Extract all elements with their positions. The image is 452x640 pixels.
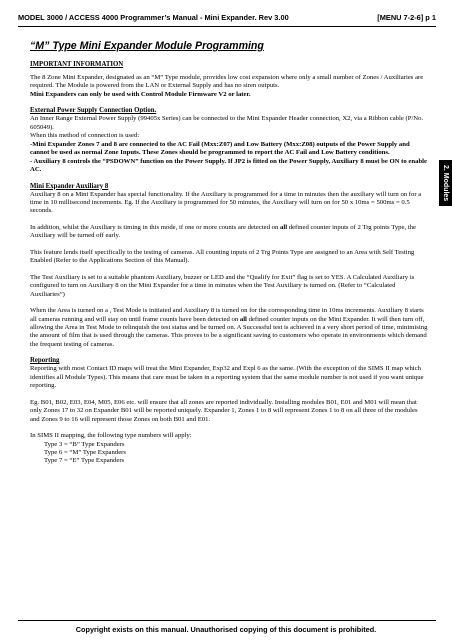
reporting-paragraph-1: Reporting with most Contact ID maps will treat the Mini Expander, Exp32 and Expl 6 as the same. (With the exception of the SIMS II map which identifies all Module Types). This means that care must be taken in a reporting system that the same module number is not used if you want unique reporting. (30, 365, 424, 390)
aux8-paragraph-5: When the Area is turned on a , Test Mode is initiated and Auxiliary 8 is turned on for the corresponding time in 10ms increments. Auxiliary 8 starts all cameras running and will stay on until frame counts have been detected on all defined counter inputs on the Mini Expander. It will then turn off, allowing the Area in Test Mode to relinquish the test status and be turned on. A Successful test is achieved in a very short period of time, minimising the amount of film that is used through the cameras. This proves to be a significant saving to customers who operate in environments which demand the frequent testing of cameras. (30, 307, 428, 348)
type-item: Type 3 = “B” Type Expanders (44, 440, 125, 448)
reporting-paragraph-2: Eg. B01, B02, E03, E04, M05, E06 etc. will ensure that all zones are reported individually. Installing modules B01, E01 and M01 will mean that only Zones 17 to 32 on Expander B01 will be reported uniquely. Expander 1, Zones 1 to 8 will represent Zones 1 to 8 on all three of the modules and Zones 9 to 16 will represent those Zones on both B01 and E01. (30, 398, 418, 423)
type-item: Type 7 = “E” Type Expanders (44, 457, 125, 465)
reporting-paragraph-3: In SIMS II mapping, the following type numbers will apply: (30, 432, 192, 440)
important-note: Mini Expanders can only be used with Control Module Firmware V2 or later. (30, 90, 251, 98)
footer-divider (18, 620, 436, 621)
external-heading: External Power Supply Connection Option. (30, 107, 157, 115)
type-item: Type 6 = “M” Type Expanders (44, 448, 127, 456)
section-tab: 2. Modules (439, 160, 452, 206)
external-bold-1: -Mini Expander Zones 7 and 8 are connected to the AC Fail (Mxx:Z07) and Low Battery (Mxx:Z08) outputs of the Power Supply and cannot be used as normal Zone Inputs. These Zones should be programmed to report the AC Fail and Low Battery conditions. (30, 140, 410, 157)
aux8-heading: Mini Expander Auxiliary 8 (30, 182, 109, 190)
external-bold-2: - Auxiliary 8 controls the “PSDOWN” function on the Power Supply. If JP2 is fitted on the Power Supply, Auxiliary 8 must be ON to enable AC. (30, 157, 428, 174)
important-heading: IMPORTANT INFORMATION (30, 61, 124, 68)
header-title: MODEL 3000 / ACCESS 4000 Programmer’s Manual - Mini Expander. Rev 3.00 (18, 13, 289, 22)
aux8-paragraph-2: In addition, whilst the Auxiliary is timing in this mode, if one or more counts are detected on all defined counter inputs of 2 Trg points Type, the Auxiliary will be turned off early. (30, 223, 417, 240)
header-page-ref: [MENU 7-2-6] p 1 (377, 13, 436, 22)
important-text: The 8 Zone Mini Expander, designated as an “M” Type module, provides low cost expansion where only a small number of Zones / Auxiliaries are required. The Module is powered from the LAN or External Supply and has no siren outputs. (30, 74, 424, 90)
reporting-heading: Reporting (30, 357, 60, 365)
aux8-paragraph-1: Auxiliary 8 on a Mini Expander has special functionality. If the Auxiliary is programmed for a time in minutes then the auxiliary will turn on for a time in 10 millisecond increments. Eg. If the Auxiliary is programmed for 50 minutes, the Auxiliary will turn on for 50 x 10ms = 500ms = 0.5 seconds. (30, 190, 422, 215)
aux8-paragraph-4: The Test Auxiliary is set to a suitable phantom Auxiliary, buzzer or LED and the “Qualify for Exit” flag is set to YES. A Calculated Auxiliary is configured to turn on Auxiliary 8 on the Mini Expander for a time in minutes when the Test Auxiliary is turned on. (Refer to “Calculated Auxiliaries”) (30, 273, 415, 298)
external-text-2: When this method of connection is used: (30, 132, 140, 140)
page-header (18, 10, 436, 27)
page-title: “M” Type Mini Expander Module Programming (30, 40, 264, 52)
document-body (30, 40, 428, 466)
external-text-1: An Inner Range External Power Supply (99405x Series) can be connected to the Mini Expander Header connection, X2, via a Ribbon cable (P/No. 605049). (30, 115, 424, 131)
copyright-footer: Copyright exists on this manual. Unauthorised copying of this document is prohibited. (75, 625, 377, 634)
aux8-paragraph-3: This feature lends itself specifically to the testing of cameras. All counting inputs of 2 Trg Points Type are assigned to an Area with Self Testing Enabled (Refer to the Applications Section of this Manual). (30, 248, 415, 265)
